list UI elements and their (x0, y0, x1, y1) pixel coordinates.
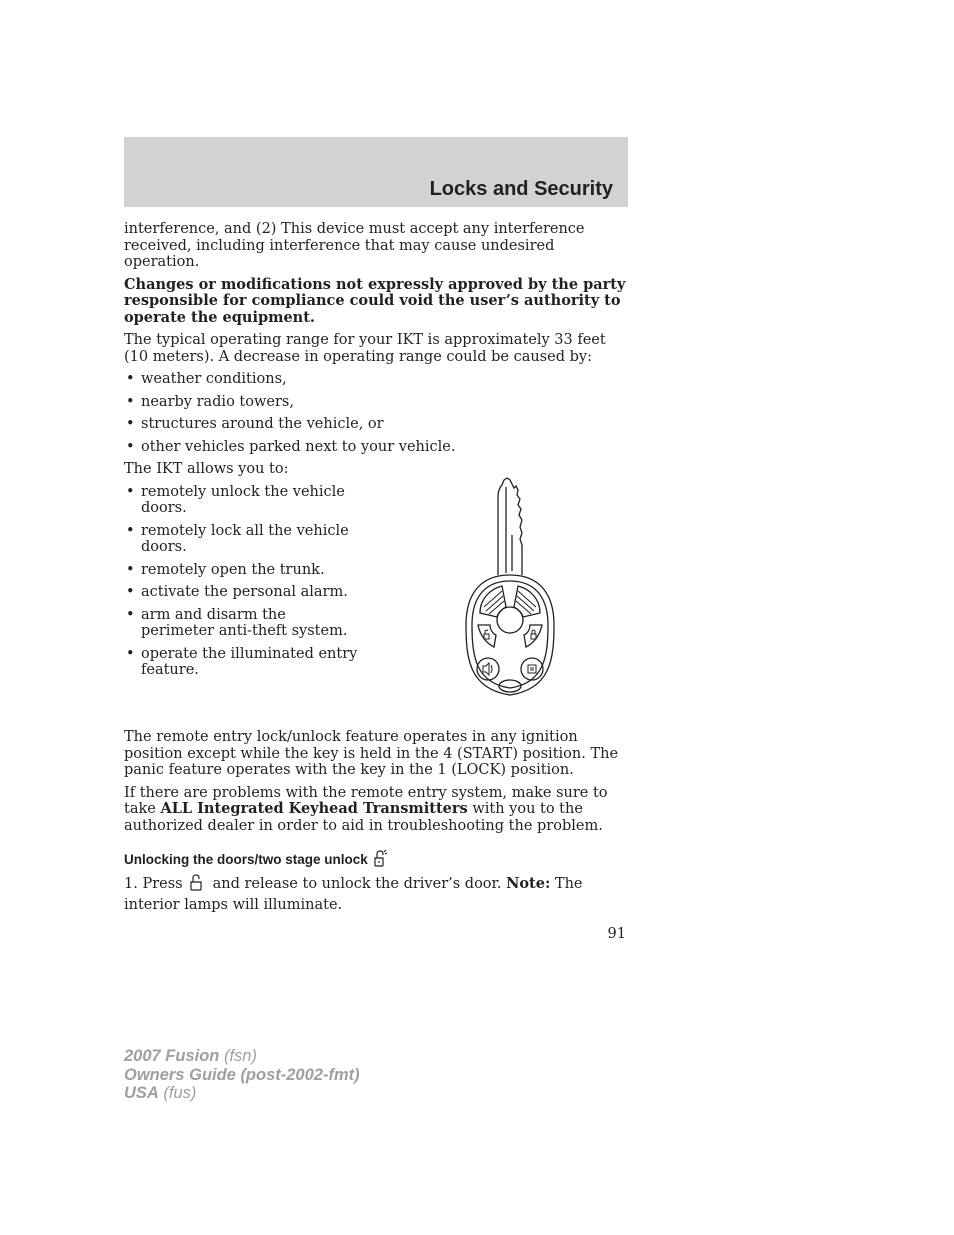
range-paragraph: The typical operating range for your IKT is approximately 33 feet (10 meters). A decrease in operating range could be caused by: (124, 332, 606, 365)
subheading (124, 849, 388, 870)
problems-text-bold: ALL Integrated Keyhead Transmitters (160, 800, 468, 817)
list-item: • remotely open the trunk. (124, 562, 359, 579)
range-causes-list (124, 371, 628, 455)
body-text (124, 729, 628, 840)
warning-paragraph: Changes or modifications not expressly approved by the party responsible for compliance could void the user’s authority to operate the equipment. (124, 275, 626, 326)
footer-model: 2007 Fusion (124, 1047, 220, 1065)
step-1-note-label: Note: (506, 875, 551, 892)
list-item: • remotely unlock the vehicle doors. (124, 484, 359, 517)
step-1-post: The interior lamps will illuminate. (124, 876, 583, 913)
subheading-text: Unlocking the doors/two stage unlock (124, 852, 368, 867)
step-1 (124, 874, 628, 914)
list-item: • arm and disarm the perimeter anti-theft system. (124, 607, 359, 640)
footer-model-code: (fsn) (219, 1047, 257, 1065)
section-header-band (124, 137, 628, 207)
list-item: • structures around the vehicle, or (124, 416, 628, 433)
list-item: • other vehicles parked next to your vehicle. (124, 439, 628, 456)
footer-line-2: Owners Guide (post-2002-fmt) (124, 1065, 360, 1084)
step-1-pre: 1. Press (124, 876, 183, 892)
unlock-icon (372, 849, 388, 870)
problems-paragraph (124, 785, 628, 835)
list-item: • remotely lock all the vehicle doors. (124, 523, 359, 556)
footer (124, 1047, 360, 1103)
unlock-icon (189, 874, 203, 896)
remote-entry-paragraph: The remote entry lock/unlock feature operates in any ignition position except while the key is held in the 4 (START) position. The panic feature operates with the key in the 1 (LOCK) position. (124, 729, 619, 778)
list-item: • nearby radio towers, (124, 394, 628, 411)
footer-market: USA (124, 1084, 159, 1102)
ikt-features-list (124, 484, 359, 679)
footer-line-1 (124, 1047, 360, 1066)
allows-paragraph: The IKT allows you to: (124, 461, 289, 477)
footer-market-code: (fus) (158, 1084, 197, 1102)
list-item: • activate the personal alarm. (124, 584, 359, 601)
section-title: Locks and Security (429, 178, 613, 200)
page-number: 91 (607, 926, 626, 942)
intro-paragraph: interference, and (2) This device must accept any interference received, including interference that may cause undesired operation. (124, 221, 585, 270)
problems-text-post: with you to the authorized dealer in order to aid in troubleshooting the problem. (124, 801, 603, 834)
list-item: • operate the illuminated entry feature. (124, 646, 359, 679)
key-fob-illustration (462, 475, 558, 701)
step-1-mid: and release to unlock the driver’s door. (212, 876, 507, 892)
footer-line-3 (124, 1084, 360, 1103)
list-item: • weather conditions, (124, 371, 628, 388)
problems-text-pre: If there are problems with the remote entry system, make sure to take (124, 784, 608, 817)
